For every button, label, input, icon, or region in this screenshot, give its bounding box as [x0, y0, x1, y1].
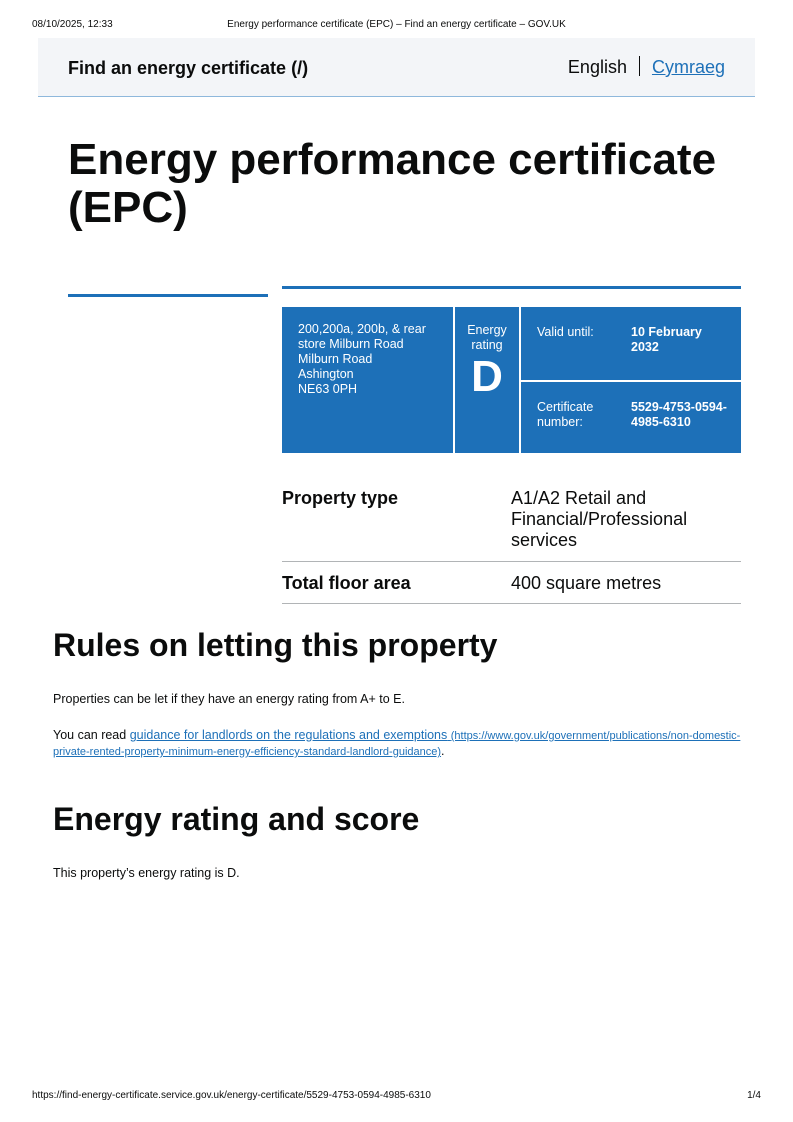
property-type-value: A1/A2 Retail and Financial/Professional services	[511, 488, 688, 550]
address-line: Ashington	[298, 367, 354, 381]
letting-heading: Rules on letting this property	[53, 627, 498, 663]
letting-paragraph: Properties can be let if they have an energy rating from A+ to E.	[53, 692, 405, 706]
guidance-link-url: (https://www.gov.uk/government/publications/non-domestic-private-rented-property-minimum-energy-efficiency-standard-landlord-guidance)	[53, 730, 741, 758]
service-name: Find an energy certificate	[68, 58, 287, 78]
page-number: 1/4	[747, 1090, 761, 1101]
lang-separator	[639, 56, 640, 76]
certificate-number-value: 5529-4753-0594-4985-6310	[631, 400, 727, 429]
valid-until-block	[521, 307, 741, 380]
property-type-label: Property type	[282, 488, 399, 508]
floor-area-label: Total floor area	[282, 573, 411, 593]
print-url: https://find-energy-certificate.service.gov.uk/energy-certificate/5529-4753-0594-4985-6310	[32, 1090, 431, 1101]
print-footer	[32, 1090, 761, 1104]
certificate-summary	[282, 307, 741, 453]
address-block	[282, 307, 453, 453]
print-header	[32, 19, 761, 33]
certificate-number-block	[521, 382, 741, 453]
section-rule-right	[282, 286, 741, 289]
energy-rating-heading: Energy rating and score	[53, 801, 420, 837]
language-switcher	[568, 56, 725, 78]
lang-english: English	[567, 57, 627, 77]
valid-until-value: 10 February 2032	[631, 325, 702, 354]
guidance-link-text: guidance for landlords on the regulations and exemptions	[129, 728, 448, 742]
valid-until-label: Valid until:	[537, 325, 594, 339]
landlord-guidance-link[interactable]	[53, 728, 740, 758]
certificate-number-label: Certificate number:	[537, 400, 594, 429]
service-header	[38, 38, 755, 97]
print-datetime: 08/10/2025, 12:33	[32, 19, 113, 30]
floor-area-value: 400 square metres	[511, 573, 662, 593]
section-rule-left	[68, 294, 268, 297]
lang-cymraeg-link[interactable]: Cymraeg	[651, 57, 725, 77]
rating-grade: D	[471, 352, 503, 401]
guidance-paragraph	[53, 728, 743, 760]
address-line: NE63 0PH	[298, 382, 358, 396]
summary-row	[282, 484, 741, 562]
print-doc-title: Energy performance certificate (EPC) – Find an energy certificate – GOV.UK	[227, 19, 566, 30]
guidance-suffix: .	[441, 744, 445, 758]
guidance-prefix: You can read	[53, 728, 130, 742]
property-summary-list	[282, 484, 741, 604]
address-line: 200,200a, 200b, & rear store Milburn Road	[298, 322, 426, 351]
service-name-link[interactable]	[68, 58, 308, 79]
energy-rating-block	[455, 307, 519, 453]
rating-label: rating	[471, 338, 503, 352]
energy-rating-paragraph: This property’s energy rating is D.	[53, 866, 240, 880]
service-link-suffix: (/)	[291, 58, 309, 78]
summary-row	[282, 562, 741, 604]
page-title: Energy performance certificate (EPC)	[68, 135, 717, 232]
rating-label: Energy	[467, 323, 507, 337]
address-line: Milburn Road	[298, 352, 373, 366]
